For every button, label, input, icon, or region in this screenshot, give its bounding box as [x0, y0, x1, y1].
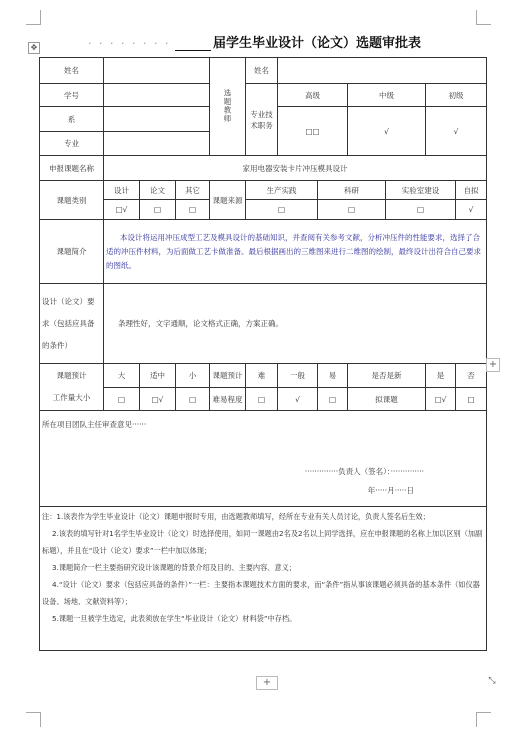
- intro-text: 本设计将运用冲压成型工艺及模具设计的基础知识，并查阅有关参考文献，分析冲压件的性能要求，选择了合适的冲压件材料，为后面做工艺卡做准备。最后根据画出的三维图来进行二维图的绘制，最终设计出符合自己要求的图纸。: [106, 232, 481, 270]
- difficulty-hard-checkbox[interactable]: □: [246, 388, 278, 411]
- title-blank-underline: [175, 38, 211, 51]
- intro-cell[interactable]: [104, 220, 487, 284]
- requirements-text[interactable]: 条理性好，文字通顺，论文格式正确，方案正确。: [104, 284, 487, 364]
- intro-label: 课题简介: [40, 220, 104, 284]
- level-high-checkbox[interactable]: □□: [278, 107, 348, 156]
- category-label: 课题类别: [40, 181, 104, 220]
- source-production-label: 生产实践: [246, 181, 318, 200]
- level-junior-checkbox[interactable]: √: [426, 107, 487, 156]
- title-dots: · · · · · · · ·: [88, 37, 171, 50]
- source-self-label: 自拟: [456, 181, 487, 200]
- major-label: 专业: [40, 132, 104, 156]
- workload-small-label: 小: [176, 364, 210, 388]
- category-design-checkbox[interactable]: □√: [104, 200, 140, 220]
- workload-large-label: 大: [104, 364, 140, 388]
- difficulty-label-2: 难易程度: [210, 388, 246, 411]
- new-yes-label: 是: [426, 364, 456, 388]
- difficulty-hard-label: 难: [246, 364, 278, 388]
- source-lab-label: 实验室建设: [386, 181, 456, 200]
- topic-name-label: 申报课题名称: [40, 156, 104, 181]
- difficulty-easy-label: 易: [318, 364, 348, 388]
- requirements-label: 设计（论文）要求（包括应具备的条件）: [40, 284, 104, 364]
- workload-label-1: 课题预计: [56, 371, 87, 380]
- crop-mark-top-right: [476, 10, 491, 25]
- name-field[interactable]: [104, 58, 210, 84]
- level-mid-label: 中级: [348, 84, 426, 107]
- signer-label: ··············负责人（签名）：··············: [304, 467, 425, 476]
- title-text: 届学生毕业设计（论文）选题审批表: [212, 36, 421, 51]
- new-no-label: 否: [456, 364, 487, 388]
- student-id-field[interactable]: [104, 84, 210, 107]
- category-thesis-label: 论文: [140, 181, 176, 200]
- difficulty-normal-checkbox[interactable]: √: [278, 388, 318, 411]
- workload-large-checkbox[interactable]: □: [104, 388, 140, 411]
- title-level-label: 专业技术职务: [246, 84, 278, 156]
- workload-label-cell: [40, 364, 104, 411]
- opinion-label: 所在项目团队主任审查意见······: [42, 420, 147, 429]
- opinion-cell[interactable]: [40, 411, 487, 507]
- major-field[interactable]: [104, 132, 210, 156]
- source-self-checkbox[interactable]: √: [456, 200, 487, 220]
- department-label: 系: [40, 107, 104, 132]
- workload-small-checkbox[interactable]: □: [176, 388, 210, 411]
- source-label: 课题来源: [210, 181, 246, 220]
- topic-name-value[interactable]: 家用电器安装卡片冲压模具设计: [104, 156, 487, 181]
- crop-mark-bottom-right: [476, 712, 491, 727]
- name-label: 姓名: [40, 58, 104, 84]
- add-row-right-icon[interactable]: +: [486, 358, 500, 372]
- approval-form-table: [39, 57, 487, 651]
- level-mid-checkbox[interactable]: √: [348, 107, 426, 156]
- advisor-name-label: 姓名: [246, 58, 278, 84]
- new-topic-label-1: 是否是新: [348, 364, 426, 388]
- source-research-label: 科研: [318, 181, 386, 200]
- category-design-label: 设计: [104, 181, 140, 200]
- advisor-label: 选题教师: [223, 88, 233, 123]
- table-resize-handle-icon[interactable]: ⤡: [486, 676, 498, 688]
- difficulty-label-1: 课题预计: [210, 364, 246, 388]
- note-3: 3.课题简介一栏主要指研究设计该课题的背景介绍及目的、主要内容、意义；: [52, 563, 297, 572]
- note-5: 5.课题一旦被学生选定，此表须放在学生“毕业设计（论文）材料袋”中存档。: [52, 614, 297, 623]
- difficulty-normal-label: 一般: [278, 364, 318, 388]
- note-1: 注：1.该表作为学生毕业设计（论文）课题申报时专用，由选题教师填写，经所在专业有关人员讨论，负责人签名后生效；: [42, 512, 430, 521]
- workload-label-2: 工作量大小: [52, 393, 91, 402]
- source-lab-checkbox[interactable]: □: [386, 200, 456, 220]
- difficulty-easy-checkbox[interactable]: □: [318, 388, 348, 411]
- crop-mark-bottom-left: [26, 712, 41, 727]
- student-id-label: 学号: [40, 84, 104, 107]
- category-thesis-checkbox[interactable]: □: [140, 200, 176, 220]
- advisor-label-cell: [210, 58, 246, 156]
- workload-medium-label: 适中: [140, 364, 176, 388]
- category-other-label: 其它: [176, 181, 210, 200]
- add-row-bottom-icon[interactable]: +: [256, 676, 278, 690]
- category-other-checkbox[interactable]: □: [176, 200, 210, 220]
- advisor-name-field[interactable]: [278, 58, 487, 84]
- date-label: 年·····月·····日: [367, 486, 415, 495]
- level-high-label: 高级: [278, 84, 348, 107]
- new-yes-checkbox[interactable]: □√: [426, 388, 456, 411]
- level-junior-label: 初级: [426, 84, 487, 107]
- note-4: 4.“设计（论文）要求（包括应具备的条件）”一栏：主要指本课题技术方面的要求，而“条件”指从事该课题必须具备的基本条件（如仪器设备、场地、文献资料等）；: [42, 580, 480, 606]
- new-topic-label-2: 拟课题: [348, 388, 426, 411]
- page-title: [88, 32, 421, 51]
- table-move-handle-icon[interactable]: ✥: [28, 42, 40, 54]
- workload-medium-checkbox[interactable]: □√: [140, 388, 176, 411]
- source-research-checkbox[interactable]: □: [318, 200, 386, 220]
- new-no-checkbox[interactable]: □: [456, 388, 487, 411]
- department-field[interactable]: [104, 107, 210, 132]
- notes-cell: [40, 507, 487, 651]
- source-production-checkbox[interactable]: □: [246, 200, 318, 220]
- note-2: 2.该表的填写针对1名学生毕业设计（论文）时选择使用，如同一课题由2名及2名以上同学选择，应在申报课题的名称上加以区别（加副标题），并且在“设计（论文）要求”一栏中加以体现；: [42, 529, 483, 555]
- crop-mark-top-left: [26, 10, 41, 25]
